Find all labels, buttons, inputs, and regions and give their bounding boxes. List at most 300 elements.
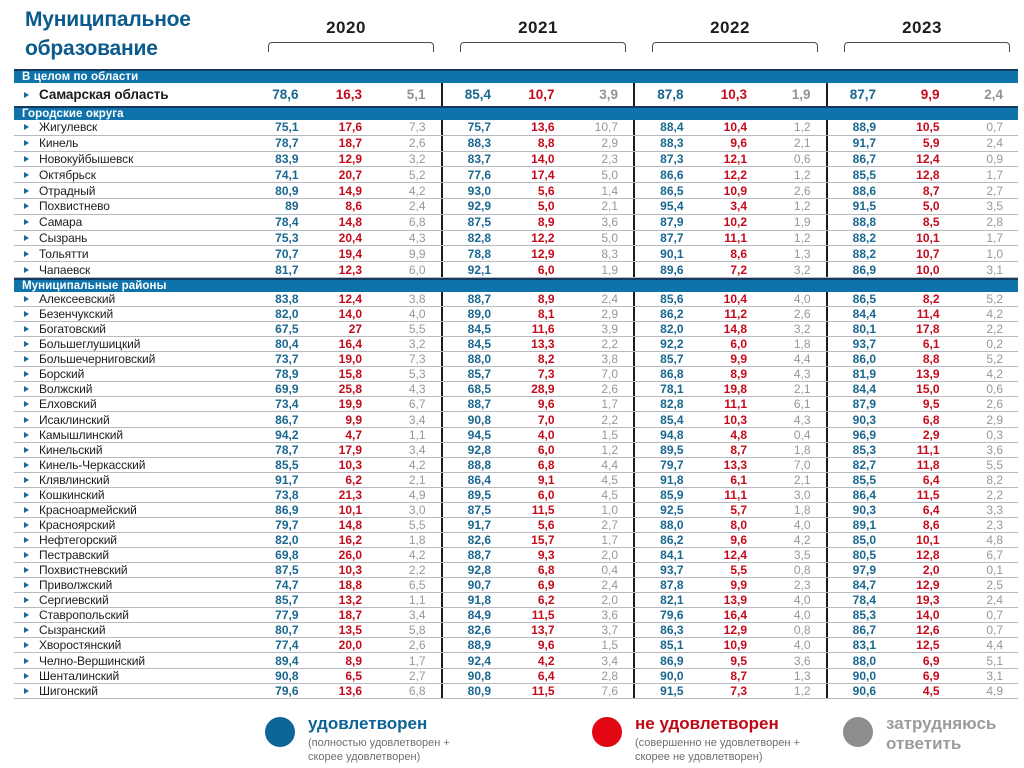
value-satisfied: 84,5: [467, 322, 491, 337]
value-undecided: 3,7: [601, 623, 618, 638]
table-row: [14, 337, 1018, 352]
row-marker-icon: [24, 462, 29, 468]
year-value-group: [828, 397, 1019, 411]
value-not-satisfied: 8,5: [922, 215, 940, 230]
value-not-satisfied: 18,7: [338, 608, 362, 623]
value-not-satisfied: 3,4: [730, 199, 747, 214]
year-value-group: [443, 503, 636, 517]
row-name-cell: [14, 152, 250, 167]
value-undecided: 3,0: [408, 502, 426, 517]
year-value-group: [443, 215, 636, 230]
row-marker-icon: [24, 311, 29, 317]
value-satisfied: 90,0: [852, 668, 876, 683]
value-satisfied: 87,8: [660, 578, 684, 593]
value-undecided: 2,2: [986, 487, 1003, 502]
row-marker-icon: [24, 417, 29, 423]
value-satisfied: 75,7: [467, 120, 491, 135]
row-name-cell: [14, 183, 250, 198]
row-marker-icon: [24, 507, 29, 513]
row-name-cell: [14, 684, 250, 698]
year-value-group: [443, 623, 636, 637]
year-value-group: [635, 136, 828, 151]
value-satisfied: 74,7: [275, 578, 299, 593]
year-bracket: [652, 42, 818, 52]
value-not-satisfied: 10,1: [916, 533, 940, 547]
year-value-group: [250, 623, 443, 637]
year-value-group: [828, 623, 1019, 637]
value-not-satisfied: 8,9: [537, 292, 555, 306]
year-value-group: [443, 412, 636, 426]
table-row: [14, 473, 1018, 488]
table-row: [14, 684, 1018, 699]
year-value-group: [635, 307, 828, 321]
value-not-satisfied: 7,3: [730, 683, 747, 698]
value-not-satisfied: 9,9: [345, 412, 362, 427]
value-not-satisfied: 7,3: [537, 367, 555, 382]
value-not-satisfied: 4,5: [922, 683, 940, 698]
value-undecided: 2,2: [408, 563, 426, 578]
value-satisfied: 84,5: [467, 337, 491, 352]
year-value-group: [443, 638, 636, 652]
year-value-group: [828, 262, 1019, 277]
year-value-group: [443, 669, 636, 683]
year-value-group: [635, 548, 828, 562]
value-undecided: 3,6: [793, 653, 811, 668]
value-undecided: 4,3: [793, 367, 811, 382]
table-row: [14, 608, 1018, 623]
row-label: Кинель: [39, 136, 79, 151]
value-satisfied: 89,4: [275, 653, 299, 668]
value-undecided: 4,2: [793, 533, 811, 547]
year-value-group: [635, 83, 828, 106]
year-value-group: [828, 503, 1019, 517]
year-value-group: [250, 136, 443, 151]
value-satisfied: 85,4: [464, 87, 491, 102]
year-value-group: [635, 669, 828, 683]
value-not-satisfied: 6,0: [730, 337, 747, 352]
table-row: [14, 443, 1018, 458]
value-undecided: 4,2: [986, 307, 1003, 322]
value-satisfied: 82,6: [467, 623, 491, 638]
row-name-cell: [14, 503, 250, 517]
value-satisfied: 84,4: [852, 307, 876, 322]
value-undecided: 6,7: [986, 548, 1003, 563]
value-satisfied: 87,9: [852, 397, 876, 412]
value-not-satisfied: 13,2: [338, 593, 362, 608]
value-not-satisfied: 20,0: [338, 638, 362, 653]
value-undecided: 3,1: [986, 668, 1003, 683]
year-value-group: [443, 292, 636, 306]
row-name-cell: [14, 397, 250, 411]
value-not-satisfied: 9,9: [730, 352, 747, 367]
value-not-satisfied: 16,2: [338, 533, 362, 547]
value-undecided: 3,9: [601, 322, 618, 337]
row-marker-icon: [24, 537, 29, 543]
value-not-satisfied: 12,2: [723, 167, 747, 182]
row-marker-icon: [24, 235, 29, 241]
value-undecided: 4,2: [408, 548, 426, 563]
value-satisfied: 86,7: [852, 623, 876, 638]
table-row: [14, 307, 1018, 322]
year-value-group: [443, 246, 636, 261]
value-satisfied: 92,2: [660, 337, 684, 352]
value-undecided: 6,5: [408, 578, 426, 593]
year-value-group: [250, 337, 443, 351]
value-satisfied: 89,5: [660, 442, 684, 457]
value-satisfied: 82,0: [660, 322, 684, 337]
value-not-satisfied: 6,0: [537, 442, 555, 457]
year-value-group: [443, 352, 636, 366]
row-label: Красноармейский: [39, 502, 137, 517]
table-row: [14, 292, 1018, 307]
value-undecided: 7,0: [601, 367, 618, 382]
value-undecided: 1,2: [793, 120, 811, 135]
value-not-satisfied: 12,5: [916, 638, 940, 653]
year-value-group: [828, 563, 1019, 577]
year-value-group: [828, 83, 1019, 106]
table-section: [14, 278, 1018, 699]
value-satisfied: 92,5: [660, 502, 684, 517]
year-value-group: [635, 352, 828, 366]
row-name-cell: [14, 563, 250, 577]
table-row: [14, 382, 1018, 397]
table-row: [14, 136, 1018, 152]
value-undecided: 1,3: [793, 668, 811, 683]
year-value-group: [828, 382, 1019, 396]
value-undecided: 0,3: [986, 427, 1003, 442]
value-satisfied: 82,8: [467, 230, 491, 245]
year-value-group: [250, 199, 443, 214]
value-undecided: 1,4: [601, 183, 618, 198]
value-undecided: 1,7: [408, 653, 426, 668]
row-name-cell: [14, 669, 250, 683]
value-not-satisfied: 17,8: [916, 322, 940, 337]
value-satisfied: 86,9: [852, 262, 876, 277]
value-not-satisfied: 8,1: [537, 307, 555, 322]
value-undecided: 3,5: [793, 548, 811, 563]
value-satisfied: 84,9: [467, 608, 491, 623]
year-value-group: [635, 608, 828, 622]
value-undecided: 3,6: [601, 608, 618, 623]
value-undecided: 3,4: [601, 653, 618, 668]
value-not-satisfied: 6,4: [922, 502, 940, 517]
value-not-satisfied: 8,6: [922, 517, 940, 532]
value-not-satisfied: 17,9: [338, 442, 362, 457]
year-value-group: [443, 593, 636, 607]
value-not-satisfied: 12,9: [531, 246, 555, 261]
value-not-satisfied: 10,7: [916, 246, 940, 261]
year-value-group: [828, 458, 1019, 472]
value-satisfied: 88,7: [467, 397, 491, 412]
row-label: Большеглушицкий: [39, 337, 141, 352]
value-not-satisfied: 8,6: [730, 246, 747, 261]
value-satisfied: 69,9: [275, 382, 299, 397]
value-undecided: 3,1: [986, 262, 1003, 277]
value-undecided: 9,9: [408, 246, 426, 261]
year-value-group: [250, 152, 443, 167]
year-value-group: [635, 412, 828, 426]
row-name-cell: [14, 578, 250, 592]
value-undecided: 2,4: [601, 292, 618, 306]
undecided-dot-icon: [843, 717, 873, 747]
year-value-group: [828, 608, 1019, 622]
table-section: [14, 69, 1018, 106]
value-not-satisfied: 14,0: [916, 608, 940, 623]
value-satisfied: 80,5: [852, 548, 876, 563]
value-satisfied: 87,5: [467, 502, 491, 517]
row-marker-icon: [24, 552, 29, 558]
table-row: [14, 503, 1018, 518]
value-not-satisfied: 28,9: [531, 382, 555, 397]
value-undecided: 0,2: [986, 337, 1003, 352]
value-undecided: 2,2: [986, 322, 1003, 337]
row-name-cell: [14, 653, 250, 667]
value-undecided: 7,0: [793, 457, 811, 472]
value-satisfied: 86,3: [660, 623, 684, 638]
year-value-group: [443, 167, 636, 182]
year-group-2021: [442, 18, 634, 52]
value-undecided: 4,2: [986, 367, 1003, 382]
row-marker-icon: [24, 356, 29, 362]
value-satisfied: 96,9: [852, 427, 876, 442]
year-value-group: [635, 292, 828, 306]
value-undecided: 8,2: [986, 472, 1003, 487]
value-satisfied: 93,0: [467, 183, 491, 198]
year-value-group: [635, 120, 828, 135]
row-name-cell: [14, 352, 250, 366]
year-value-group: [250, 262, 443, 277]
year-value-group: [250, 215, 443, 230]
value-not-satisfied: 10,3: [723, 412, 747, 427]
value-undecided: 1,2: [793, 167, 811, 182]
value-undecided: 1,1: [408, 427, 426, 442]
value-not-satisfied: 14,0: [531, 151, 555, 166]
value-undecided: 1,5: [601, 638, 618, 653]
row-label: Красноярский: [39, 517, 116, 532]
value-undecided: 4,3: [408, 230, 426, 245]
year-label: 2022: [710, 18, 750, 37]
year-value-group: [443, 488, 636, 502]
value-satisfied: 79,7: [275, 517, 299, 532]
year-value-group: [828, 215, 1019, 230]
value-undecided: 2,6: [601, 382, 618, 397]
value-not-satisfied: 21,3: [338, 487, 362, 502]
value-satisfied: 79,6: [275, 683, 299, 698]
table-row: [14, 578, 1018, 593]
value-undecided: 2,1: [408, 472, 426, 487]
row-marker-icon: [24, 582, 29, 588]
row-label: Пестравский: [39, 548, 109, 563]
value-undecided: 1,2: [793, 199, 811, 214]
row-label: Октябрьск: [39, 167, 96, 182]
value-undecided: 2,6: [986, 397, 1003, 412]
row-name-cell: [14, 473, 250, 487]
value-satisfied: 88,8: [467, 457, 491, 472]
year-value-group: [250, 428, 443, 442]
value-satisfied: 83,8: [275, 292, 299, 306]
value-undecided: 1,2: [793, 230, 811, 245]
value-undecided: 2,3: [793, 578, 811, 593]
year-value-group: [828, 473, 1019, 487]
row-name-cell: [14, 307, 250, 321]
value-not-satisfied: 10,9: [723, 638, 747, 653]
year-value-group: [828, 246, 1019, 261]
value-satisfied: 86,4: [467, 472, 491, 487]
row-label: Шигонский: [39, 683, 98, 698]
value-undecided: 7,3: [408, 352, 426, 367]
year-value-group: [635, 563, 828, 577]
year-label: 2021: [518, 18, 558, 37]
year-value-group: [250, 292, 443, 306]
value-not-satisfied: 14,8: [338, 517, 362, 532]
value-satisfied: 90,8: [275, 668, 299, 683]
value-not-satisfied: 14,8: [338, 215, 362, 230]
satisfied-dot-icon: [265, 717, 295, 747]
value-satisfied: 78,7: [275, 442, 299, 457]
value-undecided: 3,8: [408, 292, 426, 306]
row-name-cell: [14, 136, 250, 151]
value-undecided: 2,0: [601, 548, 618, 563]
table-row: [14, 412, 1018, 427]
row-label: Ставропольский: [39, 608, 129, 623]
year-value-group: [635, 623, 828, 637]
value-satisfied: 79,7: [660, 457, 684, 472]
row-label: Кинель-Черкасский: [39, 457, 146, 472]
value-satisfied: 91,5: [660, 683, 684, 698]
not-satisfied-dot-icon: [592, 717, 622, 747]
value-not-satisfied: 11,4: [916, 307, 940, 322]
year-label: 2020: [326, 18, 366, 37]
value-not-satisfied: 10,3: [720, 87, 747, 102]
value-not-satisfied: 13,5: [338, 623, 362, 638]
year-value-group: [250, 397, 443, 411]
row-name-cell: [14, 262, 250, 277]
value-not-satisfied: 6,9: [922, 653, 940, 668]
year-value-group: [250, 533, 443, 547]
row-label: Похвистнево: [39, 199, 110, 214]
year-group-2022: [634, 18, 826, 52]
value-not-satisfied: 9,6: [730, 533, 747, 547]
value-undecided: 3,2: [793, 262, 811, 277]
year-value-group: [828, 167, 1019, 182]
value-not-satisfied: 12,6: [916, 623, 940, 638]
value-satisfied: 88,3: [467, 136, 491, 151]
value-satisfied: 69,8: [275, 548, 299, 563]
year-value-group: [828, 337, 1019, 351]
value-not-satisfied: 8,2: [537, 352, 555, 367]
row-label: Новокуйбышевск: [39, 151, 134, 166]
value-not-satisfied: 15,8: [338, 367, 362, 382]
value-not-satisfied: 19,9: [338, 397, 362, 412]
value-not-satisfied: 12,4: [916, 151, 940, 166]
value-satisfied: 79,6: [660, 608, 684, 623]
value-not-satisfied: 10,1: [916, 230, 940, 245]
value-not-satisfied: 10,3: [338, 457, 362, 472]
year-value-group: [828, 653, 1019, 667]
value-undecided: 2,1: [601, 199, 618, 214]
data-table: [14, 69, 1018, 699]
value-not-satisfied: 5,6: [537, 183, 555, 198]
table-row: [14, 215, 1018, 231]
value-undecided: 0,4: [601, 563, 618, 578]
value-undecided: 1,2: [793, 683, 811, 698]
table-row: [14, 593, 1018, 608]
value-not-satisfied: 10,7: [528, 87, 555, 102]
year-value-group: [828, 136, 1019, 151]
year-value-group: [443, 83, 636, 106]
value-satisfied: 89,1: [852, 517, 876, 532]
value-undecided: 2,6: [408, 638, 426, 653]
value-not-satisfied: 6,9: [922, 668, 940, 683]
row-name-cell: [14, 623, 250, 637]
year-value-group: [250, 578, 443, 592]
value-not-satisfied: 6,4: [537, 668, 555, 683]
value-satisfied: 86,4: [852, 487, 876, 502]
value-undecided: 5,5: [986, 457, 1003, 472]
row-marker-icon: [24, 296, 29, 302]
value-satisfied: 88,9: [467, 638, 491, 653]
row-marker-icon: [24, 124, 29, 130]
year-value-group: [828, 443, 1019, 457]
value-not-satisfied: 12,3: [338, 262, 362, 277]
value-undecided: 3,4: [408, 412, 426, 427]
row-name-cell: [14, 428, 250, 442]
value-satisfied: 91,8: [467, 593, 491, 608]
value-undecided: 2,8: [986, 215, 1003, 230]
value-undecided: 7,6: [601, 683, 618, 698]
value-satisfied: 78,1: [660, 382, 684, 397]
row-marker-icon: [24, 251, 29, 257]
value-undecided: 5,2: [986, 292, 1003, 306]
value-not-satisfied: 12,9: [916, 578, 940, 593]
year-value-group: [443, 231, 636, 246]
value-not-satisfied: 8,9: [537, 215, 555, 230]
value-undecided: 2,2: [601, 337, 618, 352]
value-not-satisfied: 13,3: [531, 337, 555, 352]
value-undecided: 4,0: [793, 593, 811, 608]
value-undecided: 5,1: [406, 87, 426, 102]
year-value-group: [250, 167, 443, 182]
row-name-cell: [14, 382, 250, 396]
value-undecided: 1,8: [793, 337, 811, 352]
value-satisfied: 78,4: [275, 215, 299, 230]
value-not-satisfied: 26,0: [338, 548, 362, 563]
value-not-satisfied: 9,3: [537, 548, 555, 563]
value-satisfied: 91,7: [852, 136, 876, 151]
value-undecided: 3,6: [601, 215, 618, 230]
value-not-satisfied: 9,6: [537, 638, 555, 653]
year-value-group: [828, 428, 1019, 442]
year-bracket: [844, 42, 1010, 52]
row-marker-icon: [24, 658, 29, 664]
value-undecided: 2,5: [986, 578, 1003, 593]
value-undecided: 1,2: [601, 442, 618, 457]
year-value-group: [250, 382, 443, 396]
year-value-group: [443, 322, 636, 336]
value-undecided: 3,0: [793, 487, 811, 502]
legend-item-undecided: [843, 714, 1006, 753]
value-satisfied: 75,1: [275, 120, 299, 135]
table-row: [14, 199, 1018, 215]
value-not-satisfied: 19,0: [338, 352, 362, 367]
year-value-group: [828, 322, 1019, 336]
value-not-satisfied: 12,4: [338, 292, 362, 306]
value-undecided: 0,1: [986, 563, 1003, 578]
value-satisfied: 86,5: [660, 183, 684, 198]
value-satisfied: 91,8: [660, 472, 684, 487]
year-value-group: [443, 428, 636, 442]
row-marker-icon: [24, 188, 29, 194]
